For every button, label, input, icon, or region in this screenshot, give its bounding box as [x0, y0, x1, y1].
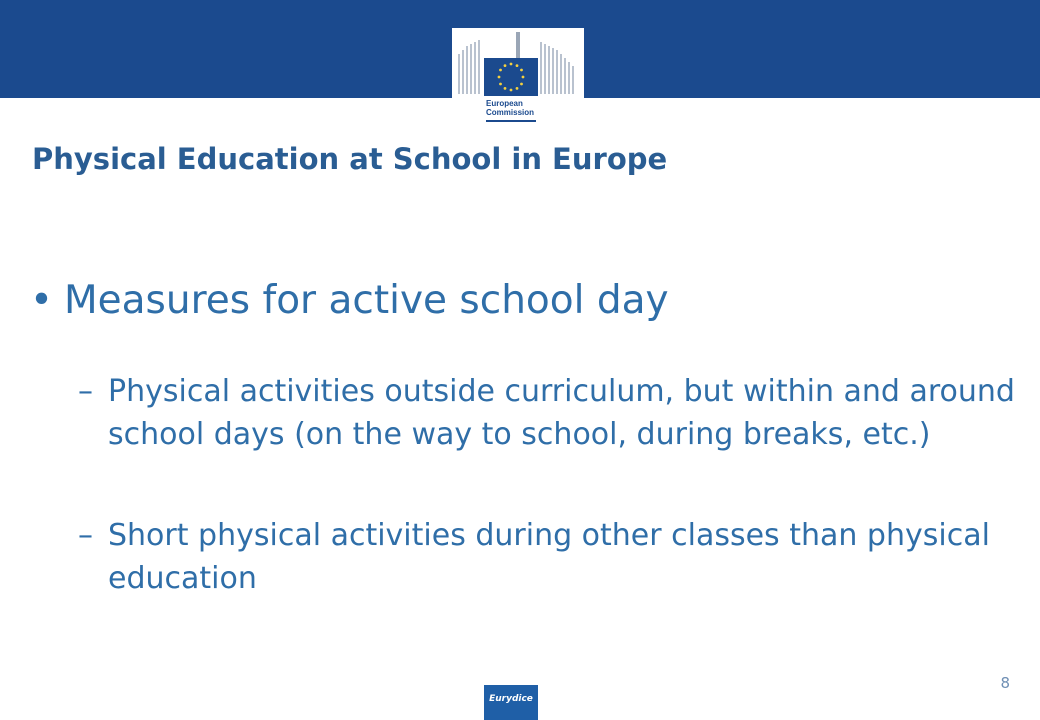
page-number: 8	[1000, 674, 1010, 692]
sub-item-text: Physical activities outside curriculum, but within and around school days (on the way to school, during breaks, etc.)	[108, 374, 1015, 452]
eurydice-label: Eurydice	[489, 694, 533, 704]
bullet-text: Measures for active school day	[64, 278, 669, 323]
bullet-symbol: •	[30, 278, 54, 323]
slide-title: Physical Education at School in Europe	[32, 142, 668, 176]
logo-text	[486, 99, 534, 117]
sub-item-text: Short physical activities during other classes than physical education	[108, 518, 990, 596]
sub-item-1	[78, 370, 1018, 456]
sub-item-dash: –	[78, 518, 93, 553]
sub-item-dash: –	[78, 374, 93, 409]
bullet-item	[30, 278, 669, 323]
sub-item-2	[78, 514, 1018, 600]
logo-line-european: European	[486, 99, 523, 108]
european-commission-logo	[452, 28, 584, 124]
eurydice-logo	[484, 685, 538, 720]
logo-line-commission: Commission	[486, 108, 535, 117]
